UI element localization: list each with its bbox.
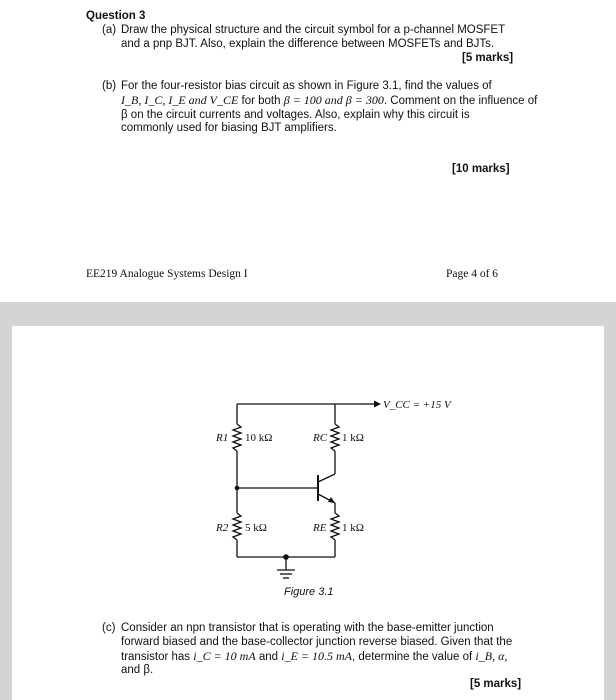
part-b-line4: commonly used for biasing BJT amplifiers. [121, 122, 337, 135]
junction-dot-ground [283, 554, 289, 560]
part-c-line4: and β. [121, 664, 154, 677]
vcc-label: V_CC = +15 V [383, 399, 451, 411]
part-b-line3: β on the circuit currents and voltages. Also, explain why this circuit is [121, 108, 470, 121]
rc-name: RC [313, 432, 328, 444]
part-b-beta-values: β = 100 and β = 300 [283, 92, 384, 107]
vcc-arrow-head [374, 401, 381, 408]
junction-dot-base [235, 486, 240, 491]
figure-caption: Figure 3.1 [284, 586, 334, 598]
part-c-line1: Consider an npn transistor that is operating with the base-emitter junction [121, 622, 494, 634]
rc-value: 1 kΩ [342, 432, 364, 444]
transistor-collector-lead [318, 474, 335, 482]
question-title: Question 3 [86, 10, 146, 22]
part-c-ic: i_C = 10 mA [193, 648, 256, 663]
page-number: Page 4 of 6 [446, 268, 499, 280]
part-a-line1: Draw the physical structure and the circuit symbol for a p-channel MOSFET [121, 24, 506, 36]
part-c-label: (c) [102, 622, 116, 634]
r2-resistor [233, 513, 241, 540]
part-b-line1: For the four-resistor bias circuit as shown in Figure 3.1, find the values of [121, 80, 492, 92]
r2-name: R2 [216, 522, 229, 534]
part-b-variables: I_B, I_C, I_E and V_CE [121, 92, 239, 107]
part-b-line2: I_B, I_C, I_E and V_CE for both β = 100 and β = 300. Comment on the influence of [121, 92, 538, 107]
part-a-line2: and a pnp BJT. Also, explain the difference between MOSFETs and BJTs. [121, 37, 495, 50]
part-c-unknowns: i_B, α, [475, 648, 508, 663]
r1-name: R1 [216, 432, 229, 444]
part-b-marks: [10 marks] [452, 163, 510, 175]
document-page-4 [0, 0, 616, 302]
re-value: 1 kΩ [342, 522, 364, 534]
re-name: RE [313, 522, 327, 534]
part-c-line2: forward biased and the base-collector junction reverse biased. Given that the [121, 635, 513, 648]
document-page-5 [12, 326, 604, 700]
part-c-ie: i_E = 10.5 mA [281, 648, 353, 663]
r2-value: 5 kΩ [245, 522, 267, 534]
r1-resistor [233, 424, 241, 451]
part-c-line3: transistor has i_C = 10 mA and i_E = 10.5 mA, determine the value of i_B, α, [121, 648, 508, 663]
part-c [102, 622, 542, 678]
part-b [102, 80, 542, 136]
part-a-marks: [5 marks] [462, 52, 514, 64]
rc-resistor [331, 424, 339, 451]
part-a-label: (a) [102, 24, 117, 36]
part-a [102, 24, 542, 52]
circuit-figure-3-1 [12, 326, 604, 616]
r1-value: 10 kΩ [245, 432, 273, 444]
course-footer: EE219 Analogue Systems Design I [86, 268, 248, 280]
re-resistor [331, 513, 339, 540]
part-b-label: (b) [102, 80, 117, 92]
part-c-marks: [5 marks] [470, 678, 522, 690]
